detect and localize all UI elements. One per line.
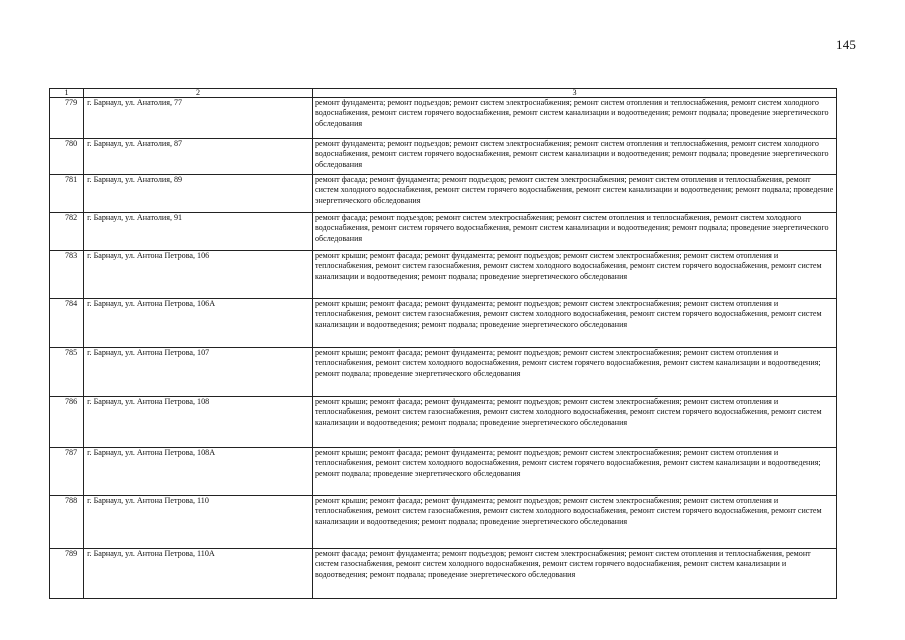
row-works: ремонт фасада; ремонт фундамента; ремонт подъездов; ремонт систем электроснабжения; ремонт систем отопления и теплоснабжения, ремонт систем газоснабжения, ремонт систем холодного водоснабжения, ремонт систем горячего водоснабжения, ремонт систем канализации и водоотведения; ремонт подвала; проведение энергетического обследования [312, 549, 836, 599]
table-row [50, 496, 837, 549]
table-row [50, 348, 837, 397]
row-number: 789 [50, 549, 84, 599]
table-row [50, 299, 837, 348]
page-number: 145 [836, 37, 857, 52]
row-works: ремонт фасада; ремонт подъездов; ремонт систем электроснабжения; ремонт систем отопления и теплоснабжения, ремонт систем холодного водоснабжения, ремонт систем горячего водоснабжения, ремонт систем канализации и водоотведения; ремонт подвала; проведение энергетического обследования [312, 213, 836, 251]
row-number: 780 [50, 139, 84, 175]
table-row [50, 549, 837, 599]
column-header-3: 3 [312, 89, 836, 98]
row-works: ремонт крыши; ремонт фасада; ремонт фундамента; ремонт подъездов; ремонт систем электроснабжения; ремонт систем отопления и теплоснабжения, ремонт систем газоснабжения, ремонт систем холодного водоснабжения, ремонт систем горячего водоснабжения, ремонт систем канализации и водоотведения; ремонт подвала; проведение энергетического обследования [312, 397, 836, 448]
row-works: ремонт фундамента; ремонт подъездов; ремонт систем электроснабжения; ремонт систем отопления и теплоснабжения, ремонт систем холодного водоснабжения, ремонт систем горячего водоснабжения, ремонт систем канализации и водоотведения; ремонт подвала; проведение энергетического обследования [312, 98, 836, 139]
column-header-2: 2 [84, 89, 313, 98]
column-header-1: 1 [50, 89, 84, 98]
row-address: г. Барнаул, ул. Антона Петрова, 108А [84, 448, 313, 496]
table-row [50, 139, 837, 175]
row-works: ремонт крыши; ремонт фасада; ремонт фундамента; ремонт подъездов; ремонт систем электроснабжения; ремонт систем отопления и теплоснабжения, ремонт систем газоснабжения, ремонт систем холодного водоснабжения, ремонт систем горячего водоснабжения, ремонт систем канализации и водоотведения; ремонт подвала; проведение энергетического обследования [312, 299, 836, 348]
row-number: 779 [50, 98, 84, 139]
table-row [50, 175, 837, 213]
row-works: ремонт крыши; ремонт фасада; ремонт фундамента; ремонт подъездов; ремонт систем электроснабжения; ремонт систем отопления и теплоснабжения, ремонт систем холодного водоснабжения, ремонт систем горячего водоснабжения, ремонт систем канализации и водоотведения; ремонт подвала; проведение энергетического обследования [312, 448, 836, 496]
column-header-row [50, 89, 837, 98]
row-number: 787 [50, 448, 84, 496]
row-number: 788 [50, 496, 84, 549]
table-row [50, 448, 837, 496]
row-number: 782 [50, 213, 84, 251]
row-address: г. Барнаул, ул. Антона Петрова, 110 [84, 496, 313, 549]
row-works: ремонт крыши; ремонт фасада; ремонт фундамента; ремонт подъездов; ремонт систем электроснабжения; ремонт систем отопления и теплоснабжения, ремонт систем газоснабжения, ремонт систем холодного водоснабжения, ремонт систем горячего водоснабжения, ремонт систем канализации и водоотведения; ремонт подвала; проведение энергетического обследования [312, 251, 836, 299]
row-number: 786 [50, 397, 84, 448]
row-address: г. Барнаул, ул. Антона Петрова, 106 [84, 251, 313, 299]
row-address: г. Барнаул, ул. Анатолия, 89 [84, 175, 313, 213]
row-number: 784 [50, 299, 84, 348]
table-row [50, 98, 837, 139]
row-number: 783 [50, 251, 84, 299]
row-number: 785 [50, 348, 84, 397]
row-works: ремонт фундамента; ремонт подъездов; ремонт систем электроснабжения; ремонт систем отопления и теплоснабжения, ремонт систем холодного водоснабжения, ремонт систем горячего водоснабжения, ремонт систем канализации и водоотведения; ремонт подвала; проведение энергетического обследования [312, 139, 836, 175]
row-address: г. Барнаул, ул. Антона Петрова, 107 [84, 348, 313, 397]
table-row [50, 397, 837, 448]
registry-table [49, 88, 837, 599]
row-address: г. Барнаул, ул. Антона Петрова, 110А [84, 549, 313, 599]
row-address: г. Барнаул, ул. Антона Петрова, 108 [84, 397, 313, 448]
row-works: ремонт крыши; ремонт фасада; ремонт фундамента; ремонт подъездов; ремонт систем электроснабжения; ремонт систем отопления и теплоснабжения, ремонт систем холодного водоснабжения, ремонт систем горячего водоснабжения, ремонт систем канализации и водоотведения; ремонт подвала; проведение энергетического обследования [312, 348, 836, 397]
row-address: г. Барнаул, ул. Антона Петрова, 106А [84, 299, 313, 348]
table-row [50, 213, 837, 251]
row-address: г. Барнаул, ул. Анатолия, 77 [84, 98, 313, 139]
row-number: 781 [50, 175, 84, 213]
row-works: ремонт фасада; ремонт фундамента; ремонт подъездов; ремонт систем электроснабжения; ремонт систем отопления и теплоснабжения, ремонт систем холодного водоснабжения, ремонт систем горячего водоснабжения, ремонт систем канализации и водоотведения; ремонт подвала; проведение энергетического обследования [312, 175, 836, 213]
row-address: г. Барнаул, ул. Анатолия, 87 [84, 139, 313, 175]
row-address: г. Барнаул, ул. Анатолия, 91 [84, 213, 313, 251]
table-row [50, 251, 837, 299]
row-works: ремонт крыши; ремонт фасада; ремонт фундамента; ремонт подъездов; ремонт систем электроснабжения; ремонт систем отопления и теплоснабжения, ремонт систем газоснабжения, ремонт систем холодного водоснабжения, ремонт систем горячего водоснабжения, ремонт систем канализации и водоотведения; ремонт подвала; проведение энергетического обследования [312, 496, 836, 549]
